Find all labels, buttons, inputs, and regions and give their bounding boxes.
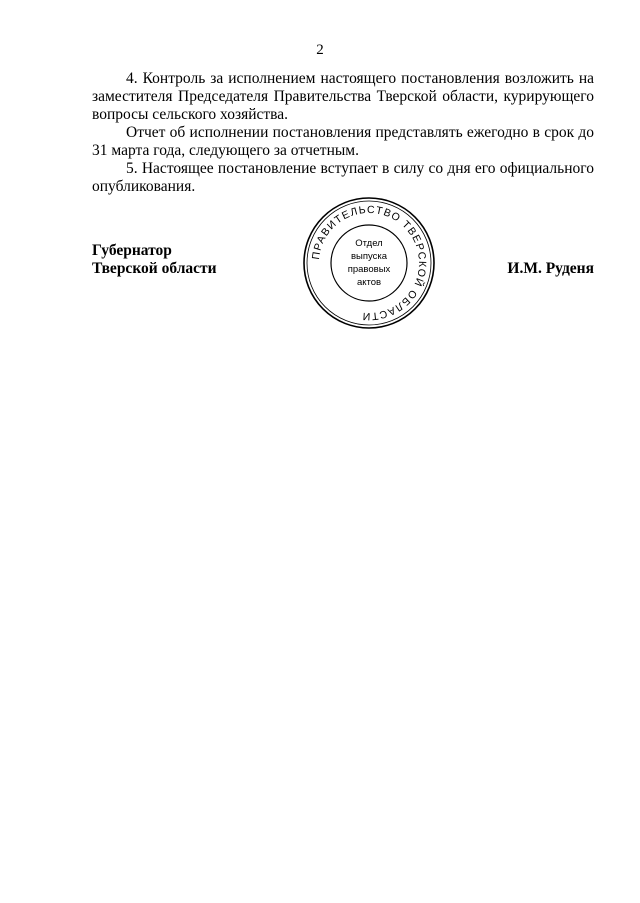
- paragraph-4: 4. Контроль за исполнением настоящего постановления возложить на заместителя Председателя Правительства Тверской области, курирующего вопросы сельского хозяйства.: [92, 70, 594, 123]
- signature-position-line1: Губернатор: [92, 242, 172, 259]
- stamp-center-line-2: выпуска: [350, 251, 388, 262]
- signature-position: [92, 242, 217, 278]
- stamp-seal-graphic: [302, 196, 436, 330]
- paragraph-5: 5. Настоящее постановление вступает в силу со дня его официального опубликования.: [92, 160, 594, 195]
- stamp-center-line-1: Отдел: [355, 238, 383, 249]
- stamp-center-line-4: актов: [356, 277, 382, 288]
- stamp-center-line-3: правовых: [347, 264, 391, 275]
- page-number: 2: [316, 42, 324, 58]
- stamp-ring-text: ПРАВИТЕЛЬСТВО ТВЕРСКОЙ ОБЛАСТИ: [310, 203, 429, 323]
- svg-text:ПРАВИТЕЛЬСТВО ТВЕРСКОЙ ОБЛАСТИ: [310, 204, 428, 322]
- official-stamp: [302, 196, 436, 330]
- signature-position-line2: Тверской области: [92, 260, 217, 277]
- paragraph-report: Отчет об исполнении постановления представлять ежегодно в срок до 31 марта года, следующего за отчетным.: [92, 124, 594, 159]
- signature-name: И.М. Руденя: [507, 260, 594, 277]
- document-body: [92, 70, 594, 196]
